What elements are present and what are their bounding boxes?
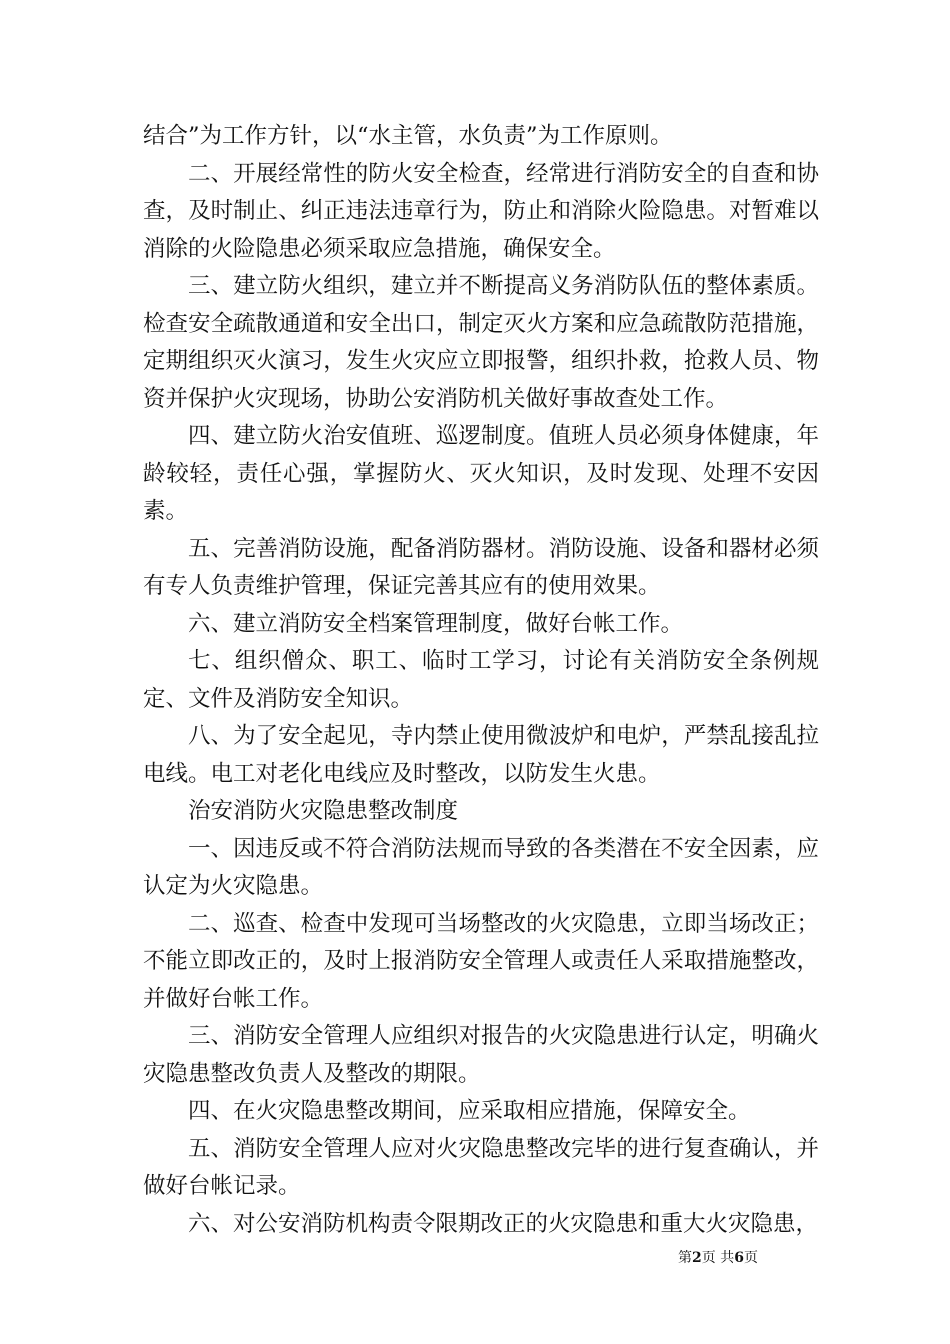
paragraph-interim-measures: 四、在火灾隐患整改期间，应采取相应措施，保障安全。 (188, 1098, 751, 1124)
paragraph-training: 七、组织僧众、职工、临时工学习，讨论有关消防安全条例规定、文件及消防安全知识。 (143, 648, 819, 712)
paragraph-patrol-duty: 四、建立防火治安值班、巡逻制度。值班人员必须身体健康，年龄较轻，责任心强，掌握防火、灭火知识，及时发现、处理不安因素。 (143, 423, 819, 524)
paragraph-continuation: 结合”为工作方针，以“水主管，水负责”为工作原则。 (143, 123, 673, 149)
paragraph-hazard-definition: 一、因违反或不符合消防法规而导致的各类潜在不安全因素，应认定为火灾隐患。 (143, 835, 819, 899)
paragraph-on-site-correction: 二、巡查、检查中发现可当场整改的火灾隐患，立即当场改正；不能立即改正的，及时上报消防安全管理人或责任人采取措施整改，并做好台帐工作。 (143, 910, 819, 1012)
paragraph-fire-organization: 三、建立防火组织，建立并不断提高义务消防队伍的整体素质。检查安全疏散通道和安全出口，制定灭火方案和应急疏散防范措施，定期组织灭火演习，发生火灾应立即报警，组织扑救，抢救人员、物资并保护火灾现场，协助公安消防机关做好事故查处工作。 (143, 273, 819, 412)
footer-suffix: 页 (743, 1250, 758, 1266)
document-body (143, 118, 819, 1243)
paragraph-archives: 六、建立消防安全档案管理制度，做好台帐工作。 (188, 610, 684, 637)
current-page-number: 2 (692, 1250, 702, 1266)
paragraph-fire-inspection: 二、开展经常性的防火安全检查，经常进行消防安全的自查和协查，及时制止、纠正违法违章行为，防止和消除火险隐患。对暂难以消除的火险隐患必须采取应急措施，确保安全。 (143, 160, 819, 262)
page-number-footer (678, 1249, 818, 1267)
section-heading: 治安消防火灾隐患整改制度 (188, 798, 459, 824)
paragraph-review-confirmation: 五、消防安全管理人应对火灾隐患整改完毕的进行复查确认，并做好台帐记录。 (143, 1135, 819, 1199)
footer-middle: 页 共 (701, 1250, 735, 1266)
footer-prefix: 第 (678, 1250, 692, 1266)
paragraph-hazard-identification: 三、消防安全管理人应组织对报告的火灾隐患进行认定，明确火灾隐患整改负责人及整改的期限。 (143, 1023, 819, 1087)
total-pages-number: 6 (734, 1250, 744, 1266)
paragraph-major-hazards: 六、对公安消防机构责令限期改正的火灾隐患和重大火灾隐患， (188, 1210, 819, 1237)
paragraph-electrical-safety: 八、为了安全起见，寺内禁止使用微波炉和电炉，严禁乱接乱拉电线。电工对老化电线应及时整改，以防发生火患。 (143, 723, 819, 787)
paragraph-fire-facilities: 五、完善消防设施，配备消防器材。消防设施、设备和器材必须有专人负责维护管理，保证完善其应有的使用效果。 (143, 535, 819, 599)
